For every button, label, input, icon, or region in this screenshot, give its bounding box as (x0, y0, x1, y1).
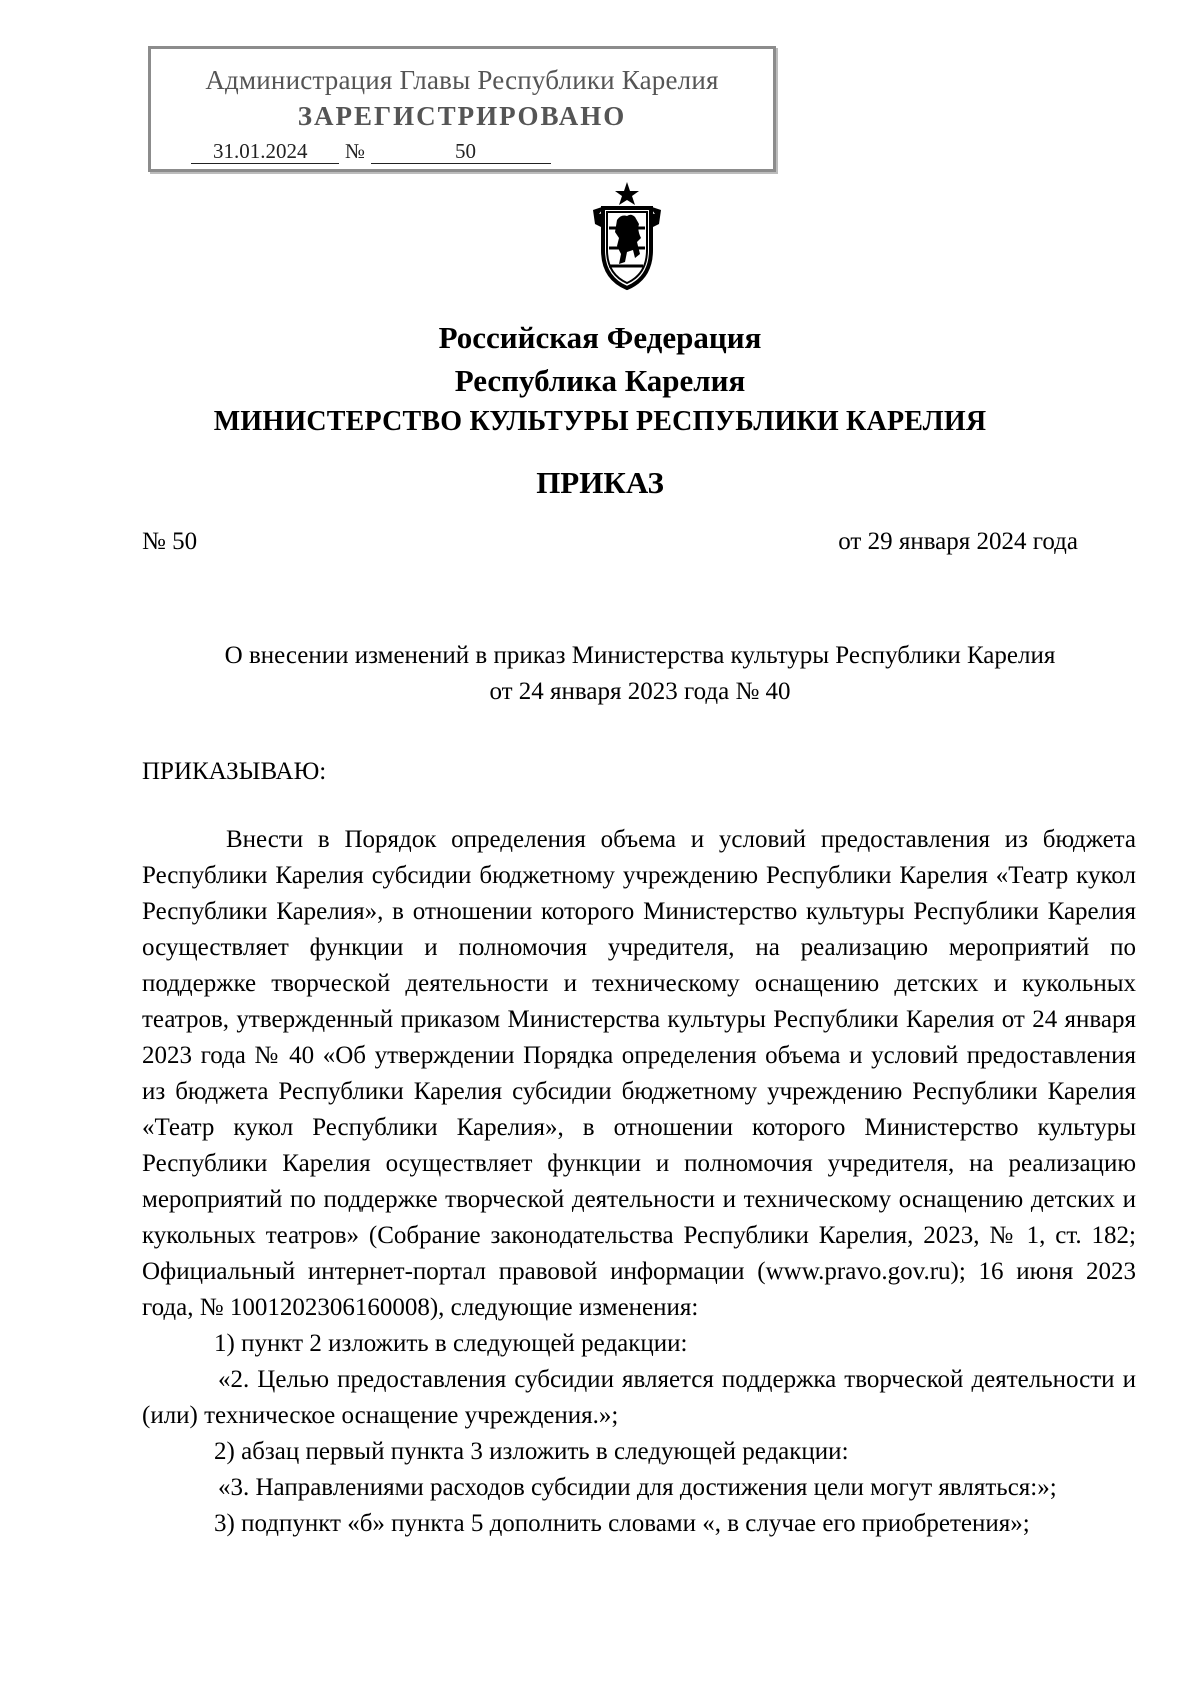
order-subject (142, 638, 1138, 710)
body-item-1: 1) пункт 2 изложить в следующей редакции: (214, 1330, 688, 1357)
header-country: Российская Федерация (438, 320, 762, 355)
body-paragraph-1: Внести в Порядок определения объема и условий предоставления из бюджета Республики Карелия субсидии бюджетному учреждению Республики Карелия «Театр кукол Республики Карелия», в отношении которого Министерство культуры Республики Карелия осуществляет функции и полномочия учредителя, на реализацию мероприятий по поддержке творческой деятельности и техническому оснащению детских и кукольных театров, утвержденный приказом Министерства культуры Республики Карелия от 24 января 2023 года № 40 «Об утверждении Порядка определения объема и условий предоставления из бюджета Республики Карелия субсидии бюджетному учреждению Республики Карелия «Театр кукол Республики Карелия», в отношении которого Министерство культуры Республики Карелия осуществляет функции и полномочия учредителя, на реализацию мероприятий по поддержке творческой деятельности и техническому оснащению детских и кукольных театров» (Собрание законодательства Республики Карелия, 2023, № 1, ст. 182; Официальный интернет-портал правовой информации (www.pravo.gov.ru); 16 июня 2023 года, № 1001202306160008), следующие изменения: (142, 826, 1136, 1321)
body-quote-1: «2. Целью предоставления субсидии является поддержка творческой деятельности и (или) техническое оснащение учреждения.»; (142, 1366, 1136, 1429)
order-word: ПРИКАЗЫВАЮ: (142, 758, 327, 785)
karelia-coat-of-arms-icon (585, 180, 669, 294)
body-item-3: 3) подпункт «б» пункта 5 дополнить словами «, в случае его приобретения»; (214, 1510, 1030, 1537)
header-ministry: МИНИСТЕРСТВО КУЛЬТУРЫ РЕСПУБЛИКИ КАРЕЛИЯ (213, 406, 987, 437)
stamp-number: 50 (455, 139, 476, 163)
stamp-authority: Администрация Главы Республики Карелия (205, 65, 719, 95)
registration-stamp (148, 46, 776, 172)
stamp-reg-line (191, 139, 751, 167)
order-number: № 50 (142, 528, 198, 555)
stamp-no-label: № (345, 139, 366, 163)
body-quote-2: «3. Направлениями расходов субсидии для достижения цели могут являться:»; (218, 1474, 1057, 1501)
subject-line-2: от 24 января 2023 года № 40 (489, 678, 791, 705)
subject-line-1: О внесении изменений в приказ Министерства культуры Республики Карелия (224, 642, 1056, 669)
stamp-date: 31.01.2024 (213, 139, 308, 163)
order-date: от 29 января 2024 года (838, 528, 1078, 555)
header-region: Республика Карелия (454, 363, 746, 398)
body-item-2: 2) абзац первый пункта 3 изложить в следующей редакции: (214, 1438, 849, 1465)
stamp-registered: ЗАРЕГИСТРИРОВАНО (297, 101, 627, 131)
order-body (142, 822, 1136, 1542)
document-type-title: ПРИКАЗ (536, 465, 664, 500)
